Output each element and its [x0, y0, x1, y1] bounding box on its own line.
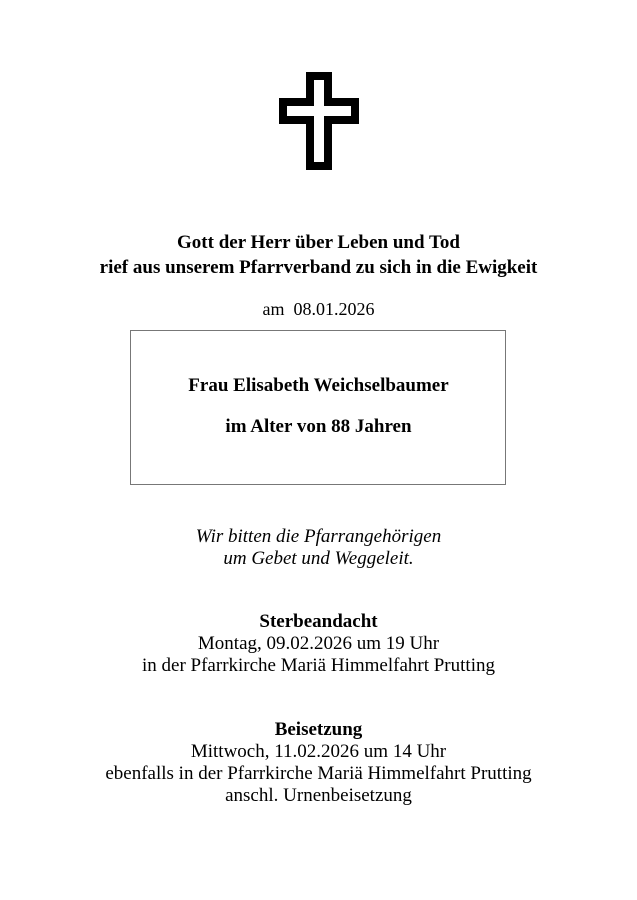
beisetzung-section	[0, 719, 637, 807]
beisetzung-title: Beisetzung	[274, 719, 363, 740]
prayer-request-line-2: um Gebet und Weggeleit.	[223, 548, 414, 569]
deceased-frame	[130, 330, 506, 485]
prayer-request-line-1: Wir bitten die Pfarrangehörigen	[195, 526, 442, 547]
sterbeandacht-title: Sterbeandacht	[259, 611, 378, 632]
announcement-line-1: Gott der Herr über Leben und Tod	[177, 232, 460, 253]
sterbeandacht-section	[0, 611, 637, 677]
sterbeandacht-time: Montag, 09.02.2026 um 19 Uhr	[197, 633, 440, 654]
cross-icon	[279, 72, 359, 170]
death-date: am 08.01.2026	[262, 299, 375, 319]
beisetzung-location: ebenfalls in der Pfarrkirche Mariä Himmelfahrt Prutting	[105, 763, 532, 784]
prayer-request	[0, 526, 637, 570]
sterbeandacht-location: in der Pfarrkirche Mariä Himmelfahrt Prutting	[142, 655, 495, 676]
announcement-heading	[0, 230, 637, 280]
deceased-name: Frau Elisabeth Weichselbaumer	[188, 375, 449, 396]
beisetzung-time: Mittwoch, 11.02.2026 um 14 Uhr	[190, 741, 447, 762]
announcement-line-2: rief aus unserem Pfarrverband zu sich in die Ewigkeit	[99, 257, 538, 278]
beisetzung-note: anschl. Urnenbeisetzung	[225, 785, 412, 806]
deceased-age: im Alter von 88 Jahren	[225, 416, 412, 437]
